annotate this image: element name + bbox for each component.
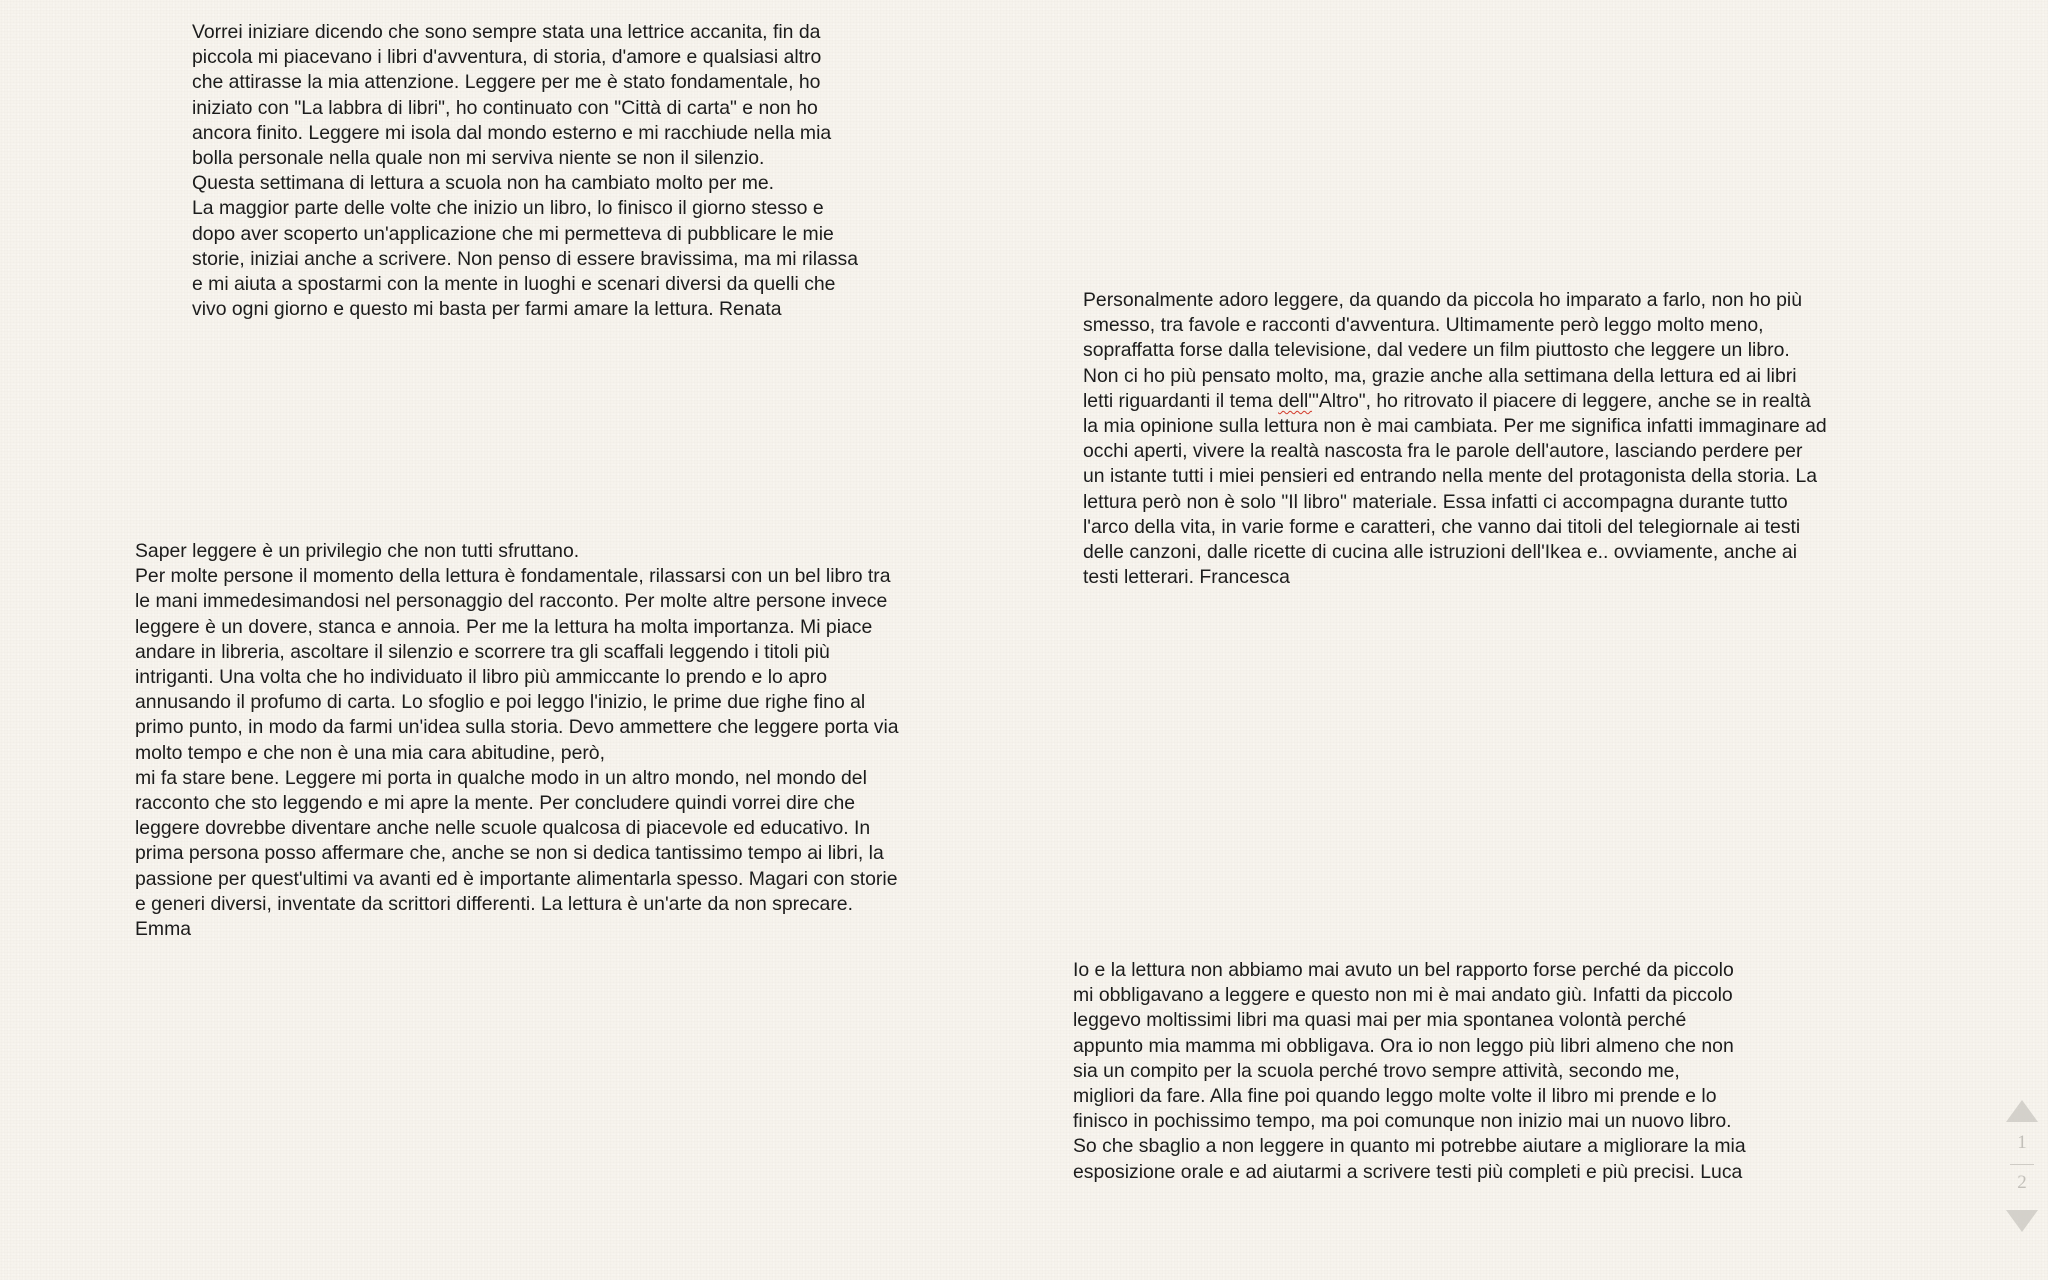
francesca-text-start: Personalmente adoro leggere, da quando da piccola ho imparato a farlo, non ho più smesso, tra favole e racconti d'avventura. Ultimamente però leggo molto meno, sopraffatta forse dalla televisione, dal vedere un film piuttosto che leggere un libro. Non ci ho più pensato molto, ma, grazie anche alla settimana della lettura ed ai libri letti riguardanti il tema <box>1083 289 1803 412</box>
text-block-francesca[interactable] <box>1083 288 1963 590</box>
total-pages-number: 2 <box>2017 1172 2027 1193</box>
francesca-text-end: "Altro", ho ritrovato il piacere di leggere, anche se in realtà la mia opinione sulla lettura non è mai cambiata. Per me significa infatti immaginare ad occhi aperti, vivere la realtà nascosta fra le parole dell'autore, lasciando perdere per un istante tutti i miei pensieri ed entrando nella mente del protagonista della storia. La lettura però non è solo "Il libro" materiale. Essa infatti ci accompagna durante tutto l'arco della vita, in varie forme e caratteri, che vanno dai titoli del telegiornale ai testi delle canzoni, dalle ricette di cucina alle istruzioni dell'Ikea e.. ovviamente, anche ai testi letterari. Francesca <box>1083 389 1827 589</box>
text-block-luca[interactable]: Io e la lettura non abbiamo mai avuto un bel rapporto forse perché da piccolo mi obbligavano a leggere e questo non mi è mai andato giù. Infatti da piccolo leggevo moltissimi libri ma quasi mai per mia spontanea volontà perché appunto mia mamma mi obbligava. Ora io non leggo più libri almeno che non sia un compito per la scuola perché trovo sempre attività, secondo me, migliori da fare. Alla fine poi quando leggo molte volte il libro mi prende e lo finisco in pochissimo tempo, ma poi comunque non inizio mai un nuovo libro. So che sbaglio a non leggere in quanto mi potrebbe aiutare a migliorare la mia esposizione orale e ad aiutarmi a scrivere testi più completi e più precisi. Luca <box>1073 959 1746 1183</box>
text-block-renata[interactable]: Vorrei iniziare dicendo che sono sempre stata una lettrice accanita, fin da piccola mi piacevano i libri d'avventura, di storia, d'amore e qualsiasi altro che attirasse la mia attenzione. Leggere per me è stato fondamentale, ho iniziato con "La labbra di libri", ho continuato con "Città di carta" e non ho ancora finito. Leggere mi isola dal mondo esterno e mi racchiude nella mia bolla personale nella quale non mi serviva niente se non il silenzio. Questa settimana di lettura a scuola non ha cambiato molto per me. La maggior parte delle volte che inizio un libro, lo finisco il giorno stesso e dopo aver scoperto un'applicazione che mi permetteva di pubblicare le mie storie, iniziai anche a scrivere. Non penso di essere bravissima, ma mi rilassa e mi aiuta a spostarmi con la mente in luoghi e scenari diversi da quelli che vivo ogni giorno e questo mi basta per farmi amare la lettura. Renata <box>192 21 859 321</box>
page-number-divider <box>2010 1164 2034 1165</box>
page-navigator <box>2004 1098 2040 1234</box>
triangle-down-icon[interactable] <box>2006 1210 2038 1232</box>
text-block-emma[interactable]: Saper leggere è un privilegio che non tutti sfruttano. Per molte persone il momento della lettura è fondamentale, rilassarsi con un bel libro tra le mani immedesimandosi nel personaggio del racconto. Per molte altre persone invece leggere è un dovere, stanca e annoia. Per me la lettura ha molta importanza. Mi piace andare in libreria, ascoltare il silenzio e scorrere tra gli scaffali leggendo i titoli più intriganti. Una volta che ho individuato il libro più ammiccante lo prendo e lo apro annusando il profumo di carta. Lo sfoglio e poi leggo l'inizio, le prime due righe fino al primo punto, in modo da farmi un'idea sulla storia. Devo ammettere che leggere porta via molto tempo e che non è una mia cara abitudine, però, mi fa stare bene. Leggere mi porta in qualche modo in un altro mondo, nel mondo del racconto che sto leggendo e mi apre la mente. Per concludere quindi vorrei dire che leggere dovrebbe diventare anche nelle scuole qualcosa di piacevole ed educativo. In prima persona posso affermare che, anche se non si dedica tantissimo tempo ai libri, la passione per quest'ultimi va avanti ed è importante alimentarla spesso. Magari con storie e generi diversi, inventate da scrittori differenti. La lettura è un'arte da non sprecare. Emma <box>135 540 899 941</box>
spellcheck-error-word[interactable]: dell' <box>1278 389 1312 412</box>
triangle-up-icon[interactable] <box>2006 1100 2038 1122</box>
current-page-number: 1 <box>2017 1132 2027 1153</box>
